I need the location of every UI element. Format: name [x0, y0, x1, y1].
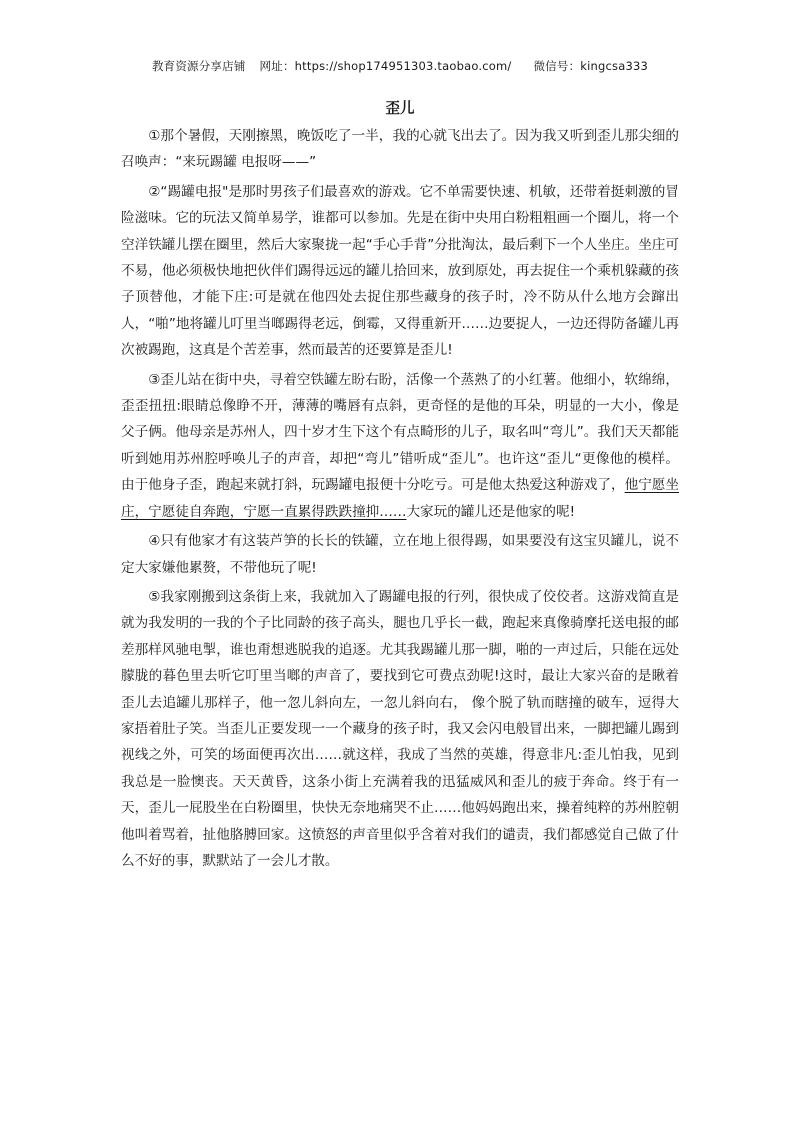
shop-name: 教育资源分享店铺: [151, 59, 246, 73]
paragraph-5: ⑤我家刚搬到这条街上来，我就加入了踢罐电报的行列，很快成了佼佼者。这游戏简直是就为我发明的一我的个子比同龄的孩子高头，腿也几乎长一截，跑起来真像骑摩托送电报的邮差那样风驰电掣，谁也甭想逃脱我的追逐。尤其我踢罐儿那一脚，啪的一声过后，只能在远处朦胧的暮色里去听它叮里当啷的声音了，要找到它可费点劲呢!这时，最让大家兴奋的是瞅着歪儿去追罐儿那样子，他一忽儿斜向左，一忽儿斜向右， 像个脱了轨而瞎撞的破车，逗得大家捂着肚子笑。当歪儿正要发现一一个藏身的孩子时，我又会闪电般冒出来，一脚把罐儿踢到视线之外，可笑的场面便再次出……就这样，我成了当然的英雄，得意非凡:歪儿怕我，见到我总是一脸懊丧。天天黄昏，这条小街上充满着我的迅猛威风和歪儿的疲于奔命。终于有一天，歪儿一屁股坐在白粉圈里，快快无奈地痛哭不止……他妈妈跑出来，操着纯粹的苏州腔朝他叫着骂着，扯他胳膊回家。这愤怒的声音里似乎含着对我们的谴责，我们都感觉自己做了什么不好的事，默默站了一会儿才散。: [121, 588, 679, 869]
page-header: [0, 58, 800, 74]
paragraph-3: [121, 367, 679, 525]
url-label: 网址：: [259, 59, 295, 73]
underlined-sentence: 他宁愿坐庄，宁愿徒自奔跑，宁愿一直累得跌跌撞抑……: [121, 477, 680, 520]
wechat-id: kingcsa333: [580, 59, 649, 73]
shop-url-link[interactable]: https://shop174951303.taobao.com/: [294, 59, 512, 73]
paragraph-2: ②“踢罐电报"是那时男孩子们最喜欢的游戏。它不单需要快速、机敏，还带着挺刺激的冒险滋味。它的玩法又简单易学，谁都可以参加。先是在街中央用白粉粗粗画一个圈儿，将一个空洋铁罐儿摆在圈里，然后大家聚拢一起“手心手背”分批淘汰，最后剩下一个人坐庄。坐庄可不易，他必须极快地把伙伴们踢得远远的罐儿拾回来，放到原处，再去捉住一个乘机躲藏的孩子顶替他，才能下庄:可是就在他四处去捉住那些藏身的孩子时，冷不防从什么地方会蹿出人，“啪”地将罐儿叮里当啷踢得老远，倒霉，又得重新开……边要捉人，一边还得防备罐儿再次被踢跑，这真是个苦差事，然而最苦的还要算是歪儿!: [121, 183, 679, 359]
wechat-label: 微信号：: [533, 59, 581, 73]
article-title: 歪儿: [385, 101, 415, 117]
article-body: [121, 123, 679, 877]
paragraph-3-tail: 大家玩的罐儿还是他家的呢!: [406, 503, 576, 520]
paragraph-4: ④只有他家才有这装芦笋的长长的铁罐，立在地上很得踢，如果要没有这宝贝罐儿，说不定大家嫌他累赘，不带他玩了呢!: [121, 533, 679, 576]
paragraph-3-text: ③歪儿站在街中央，寻着空铁罐左盼右盼，活像一个蒸熟了的小红薯。他细小，软绵绵，歪歪扭扭:眼睛总像睁不开，薄薄的嘴唇有点斜，更奇怪的是他的耳朵，明显的一大小，像是父子俩。他母亲是苏州人，四十岁才生下这个有点畸形的儿子，取名叫“弯儿”。我们天天都能听到她用苏州腔呼唤儿子的声音，却把“弯儿”错听成“歪儿”。也许这“歪儿“更像他的模样。由于他身子歪，跑起来就打斜，玩踢罐电报便十分吃亏。可是他太热爱这种游戏了，: [121, 371, 679, 494]
paragraph-1: ①那个暑假，天刚擦黑，晚饭吃了一半，我的心就飞出去了。因为我又听到歪儿那尖细的召唤声：“来玩踢罐 电报呀——”: [121, 128, 679, 171]
